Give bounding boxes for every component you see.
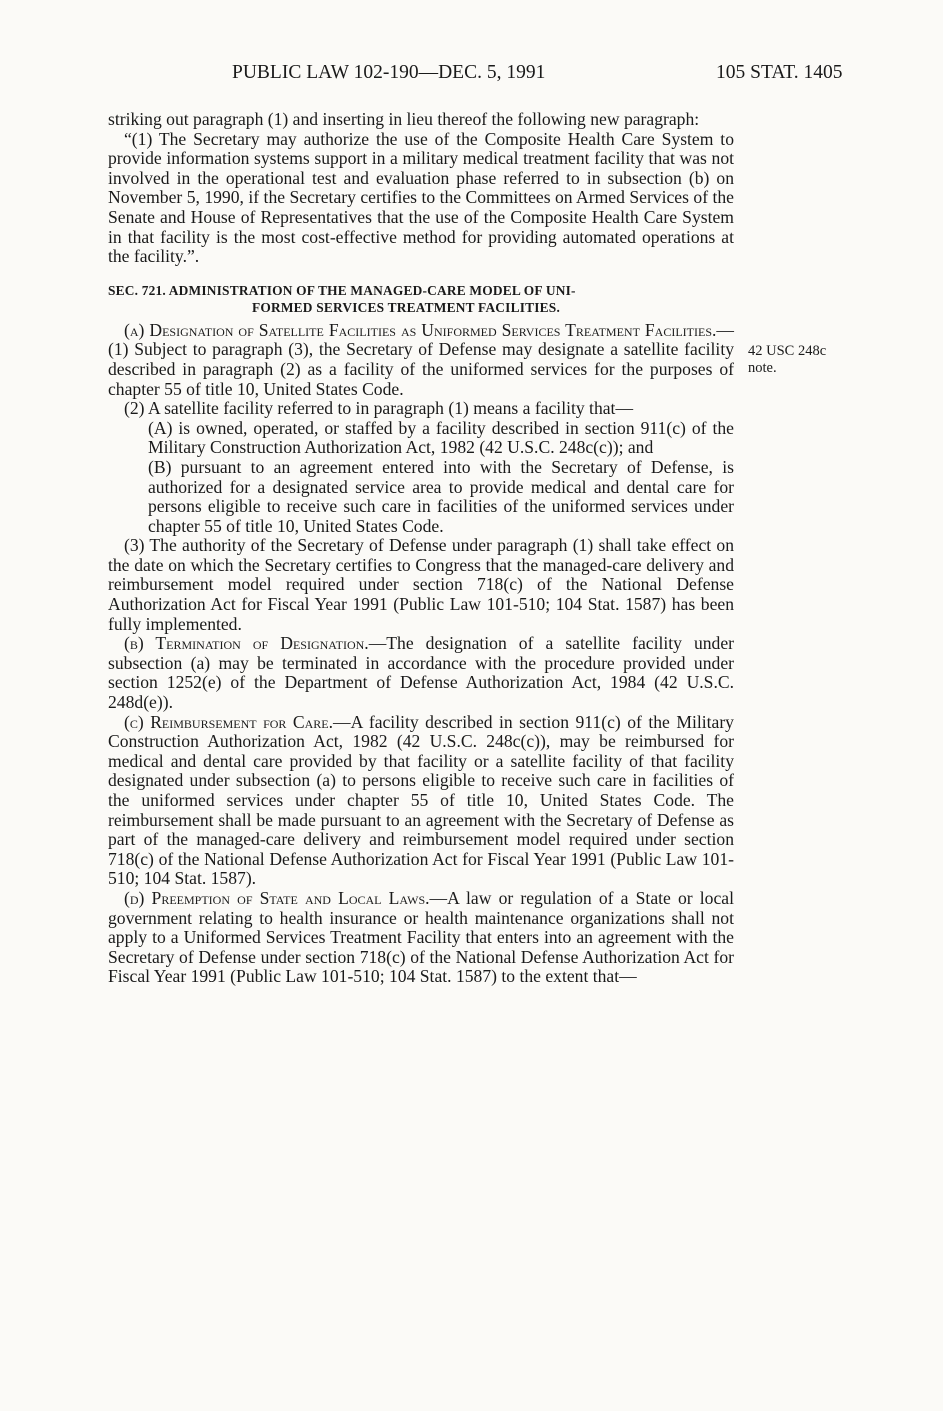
- subsection-c-heading: (c) Reimbursement for Care.: [124, 711, 334, 732]
- subsection-d-heading: (d) Preemption of State and Local Laws.: [124, 887, 430, 908]
- subparagraph-a2-A: [108, 419, 734, 458]
- section-heading-line-2: FORMED SERVICES TREATMENT FACILITIES.: [251, 299, 561, 315]
- section-heading: [108, 282, 734, 316]
- subsection-d: [108, 889, 734, 987]
- subsection-d-text: —A law or regulation of a State or local government relating to health insurance or health maintenance organizations shall not apply to a Uniformed Services Treatment Facility that enters into an agreement with the Secretary of Defense under section 718(c) of the National Defense Authorization Act for Fiscal Year 1991 (Public Law 101-510; 104 Stat. 1587) to the extent that—: [108, 887, 734, 987]
- header-law-title: PUBLIC LAW 102-190—DEC. 5, 1991: [232, 62, 546, 83]
- subsection-a-text: —(1) Subject to paragraph (3), the Secretary of Defense may designate a satellite facility described in paragraph (2) as a facility of the uniformed services for the purposes of chapter 55 of title 10, United States Code.: [108, 319, 734, 399]
- subsection-b-text: —The designation of a satellite facility under subsection (a) may be terminated in accordance with the procedure provided under section 1252(e) of the Department of Defense Authorization Act, 1984 (42 U.S.C. 248d(e)).: [108, 633, 735, 713]
- margin-note-label: note.: [748, 360, 777, 376]
- subsection-a-heading: (a) Designation of Satellite Facilities as Uniformed Services Treatment Facilities.: [124, 319, 717, 340]
- section-heading-line-1: SEC. 721. ADMINISTRATION OF THE MANAGED-CARE MODEL OF UNI-: [108, 282, 576, 298]
- paragraph-inserted-text: “(1) The Secretary may authorize the use of the Composite Health Care System to provide information systems support in a military medical treatment facility that was not involved in the operational test and evaluation phase referred to in subsection (b) on November 5, 1990, if the Secretary certifies to the Committees on Armed Services of the Senate and House of Representatives that the use of the Composite Health Care System in that facility is the most cost-effective method for providing automated operations at the facility.”.: [108, 128, 734, 267]
- subsection-a: [108, 321, 734, 399]
- paragraph-a3: (3) The authority of the Secretary of Defense under paragraph (1) shall take effect on the date on which the Secretary certifies to Congress that the managed-care delivery and reimbursement model required under section 718(c) of the National Defense Authorization Act for Fiscal Year 1991 (Public Law 101-510; 104 Stat. 1587) has been fully implemented.: [108, 535, 734, 634]
- page-header: [0, 62, 943, 88]
- paragraph-continuation: striking out paragraph (1) and inserting in lieu thereof the following new paragraph:: [108, 109, 700, 129]
- margin-note-citation: 42 USC 248c: [748, 343, 827, 359]
- paragraph-a2: (2) A satellite facility referred to in paragraph (1) means a facility that—: [124, 398, 634, 419]
- subparagraph-a2-A-text: (A) is owned, operated, or staffed by a facility described in section 911(c) of the Military Construction Authorization Act, 1982 (42 U.S.C. 248c(c)); and: [148, 417, 734, 458]
- subparagraph-a2-B-text: (B) pursuant to an agreement entered into with the Secretary of Defense, is authorized for a designated service area to provide medical and dental care for persons eligible to receive such care in facilities of the uniformed services under chapter 55 of title 10, United States Code.: [148, 456, 734, 536]
- subsection-c: [108, 713, 734, 889]
- body-text: [108, 110, 734, 987]
- subparagraph-a2-B: [108, 458, 734, 536]
- subsection-c-text: —A facility described in section 911(c) of the Military Construction Authorization Act, 1982 (42 U.S.C. 248c(c)), may be reimbursed for medical and dental care provided by that facility or a satellite facility of that facility designated under subsection (a) to persons eligible to receive such care in facilities of the uniformed services under chapter 55 of title 10, United States Code. The reimbursement shall be made pursuant to an agreement with the Secretary of Defense as part of the managed-care delivery and reimbursement model required under section 718(c) of the National Defense Authorization Act for Fiscal Year 1991 (Public Law 101-510; 104 Stat. 1587).: [108, 711, 734, 889]
- header-stat-page: 105 STAT. 1405: [716, 62, 843, 83]
- subsection-b-heading: (b) Termination of Designation.: [124, 633, 369, 654]
- margin-note: [748, 343, 868, 377]
- subsection-b: [108, 634, 734, 712]
